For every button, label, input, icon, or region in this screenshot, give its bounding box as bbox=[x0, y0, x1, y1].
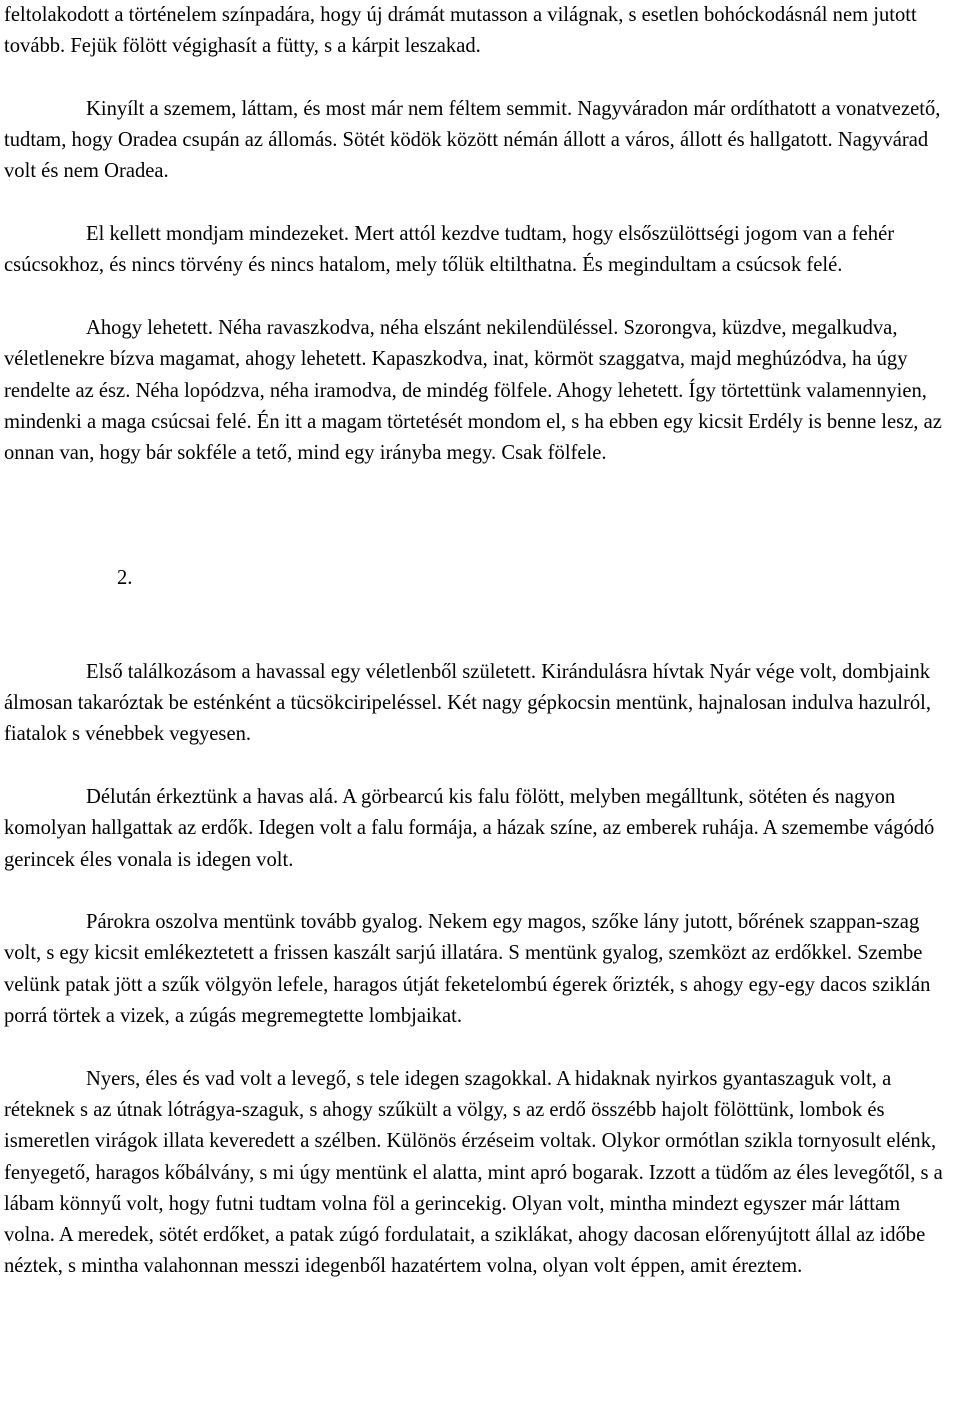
paragraph-spacer bbox=[4, 188, 956, 219]
paragraph-spacer bbox=[4, 751, 956, 782]
paragraph-7: Párokra oszolva mentünk tovább gyalog. Nekem egy magos, szőke lány jutott, bőrének szappan-szag volt, s egy kicsit emlékeztetett a frissen kaszált sarjú illatára. S mentünk gyalog, szemközt az erdőkkel. Szembe velünk patak jött a szűk völgyön lefele, haragos útját feketelombú égerek őrizték, s ahogy egy-egy dacos sziklán porrá törtek a vizek, a zúgás megremegtette lombjaikat. bbox=[4, 911, 931, 1028]
paragraph-spacer bbox=[4, 282, 956, 313]
paragraph-3: El kellett mondjam mindezeket. Mert attól kezdve tudtam, hogy elsőszülöttségi jogom van a fehér csúcsokhoz, és nincs törvény és nincs hatalom, mely tőlük eltilthatna. És megindultam a csúcsok felé. bbox=[4, 223, 895, 277]
document-page bbox=[4, 0, 956, 1283]
paragraph-spacer bbox=[4, 876, 956, 907]
paragraph-4: Ahogy lehetett. Néha ravaszkodva, néha elszánt nekilendüléssel. Szorongva, küzdve, megalkudva, véletlenekre bízva magamat, ahogy lehetett. Kapaszkodva, inat, körmöt szaggatva, majd meghúzódva, ha úgy rendelte az ész. Néha lopódzva, néha iramodva, de mindég fölfele. Ahogy lehetett. Így törtettünk valamennyien, mindenki a maga csúcsai felé. Én itt a magam törtetését mondom el, s ha ebben egy kicsit Erdély is benne lesz, az onnan van, hogy bár sokféle a tető, mind egy irányba megy. Csak fölfele. bbox=[4, 316, 942, 465]
paragraph-8: Nyers, éles és vad volt a levegő, s tele idegen szagokkal. A hidaknak nyirkos gyantaszaguk volt, a réteknek s az útnak lótrágya-szaguk, s ahogy szűkült a völgy, s az erdő összébb hajolt fölöttünk, lombok és ismeretlen virágok illata keveredett a szélben. Különös érzéseim voltak. Olykor ormótlan szikla tornyosult elénk, fenyegető, haragos kőbálvány, s mi úgy mentünk el alatta, mint apró bogarak. Izzott a tüdőm az éles levegőtől, s a lábam könnyű volt, hogy futni tudtam volna föl a gerincekig. Olyan volt, mintha mindezt egyszer már láttam volna. A meredek, sötét erdőket, a patak zúgó fordulatait, a sziklákat, ahogy dacosan előrenyújtott állal az időbe néztek, s mintha valahonnan messzi idegenből hazatértem volna, olyan volt éppen, amit éreztem. bbox=[4, 1067, 943, 1278]
paragraph-5: Első találkozásom a havassal egy véletlenből született. Kirándulásra hívtak Nyár vége volt, dombjaink álmosan takaróztak be esténként a tücsökciripeléssel. Két nagy gépkocsin mentünk, hajnalosan indulva hazulról, fiatalok s vénebbek vegyesen. bbox=[4, 660, 932, 746]
section-spacer bbox=[4, 469, 956, 563]
chapter-number: 2. bbox=[117, 567, 133, 590]
paragraph-spacer bbox=[4, 1032, 956, 1063]
paragraph-6: Délután érkeztünk a havas alá. A görbearcú kis falu fölött, melyben megálltunk, sötéten és nagyon komolyan hallgattak az erdők. Idegen volt a falu formája, a házak színe, az emberek ruhája. A szemembe vágódó gerincek éles vonala is idegen volt. bbox=[4, 785, 935, 871]
paragraph-1: feltolakodott a történelem színpadára, hogy új drámát mutasson a világnak, s esetlen bohóckodásnál nem jutott tovább. Fejük fölött végighasít a fütty, s a kárpit leszakad. bbox=[4, 4, 917, 58]
section-spacer bbox=[4, 595, 956, 657]
paragraph-spacer bbox=[4, 63, 956, 94]
paragraph-2: Kinyílt a szemem, láttam, és most már nem féltem semmit. Nagyváradon már ordíthatott a vonatvezető, tudtam, hogy Oradea csupán az állomás. Sötét ködök között némán állott a város, állott és hallgatott. Nagyvárad volt és nem Oradea. bbox=[4, 97, 941, 183]
